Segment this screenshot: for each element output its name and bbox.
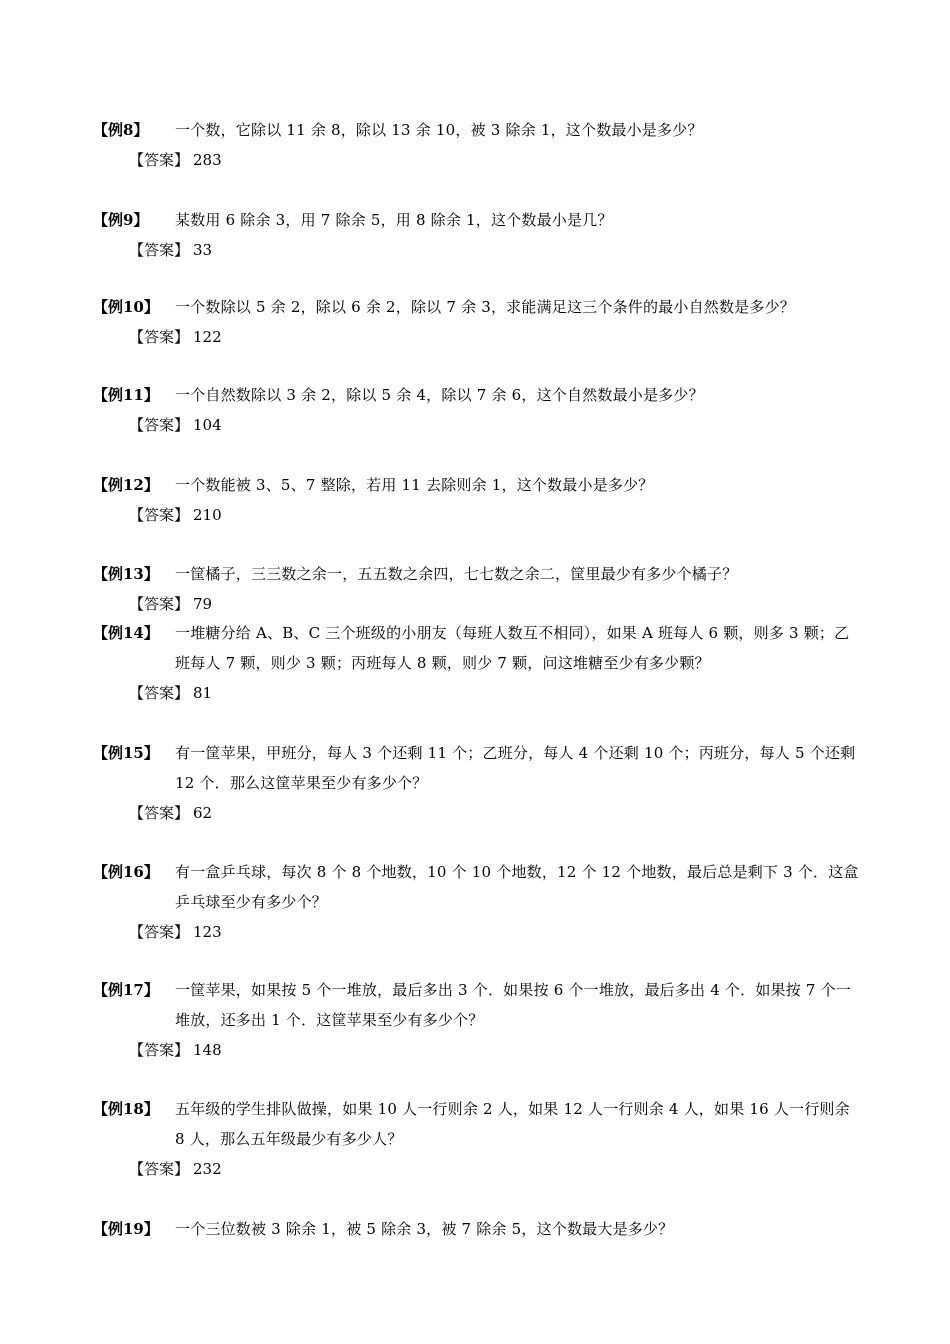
problem-label: 【例9】 <box>93 211 149 229</box>
problem-label: 【例19】 <box>93 1220 159 1238</box>
problem-9 <box>93 205 863 265</box>
answer-label: 【答案】 <box>129 684 190 702</box>
problem-17 <box>93 975 863 1065</box>
problem-label: 【例10】 <box>93 298 159 316</box>
problem-label: 【例18】 <box>93 1100 159 1118</box>
problem-label: 【例13】 <box>93 565 159 583</box>
problem-text: 一个数除以 5 余 2，除以 6 余 2，除以 7 余 3，求能满足这三个条件的最小自然数是多少？ <box>175 298 795 316</box>
answer-value: 232 <box>193 1160 222 1178</box>
answer-line <box>129 917 863 947</box>
answer-value: 283 <box>193 151 222 169</box>
problem-label: 【例12】 <box>93 476 159 494</box>
problem-15 <box>93 738 863 828</box>
answer-line <box>129 589 863 619</box>
answer-label: 【答案】 <box>129 804 190 822</box>
answer-line <box>129 798 863 828</box>
answer-value: 210 <box>193 506 222 524</box>
answer-label: 【答案】 <box>129 923 190 941</box>
problem-text: 一筐橘子，三三数之余一，五五数之余四，七七数之余二，筐里最少有多少个橘子？ <box>175 565 738 583</box>
problem-label: 【例11】 <box>93 386 159 404</box>
answer-value: 33 <box>193 241 213 259</box>
problem-text: 一个数能被 3、5、7 整除，若用 11 去除则余 1，这个数最小是多少？ <box>175 476 654 494</box>
answer-line <box>129 678 863 708</box>
problem-text: 有一筐苹果，甲班分，每人 3 个还剩 11 个；乙班分，每人 4 个还剩 10 个；丙班分，每人 5 个还剩 12 个．那么这筐苹果至少有多少个？ <box>175 744 856 792</box>
answer-line <box>129 410 863 440</box>
problem-14 <box>93 618 863 708</box>
problem-label: 【例17】 <box>93 981 159 999</box>
problem-text: 一个自然数除以 3 余 2，除以 5 余 4，除以 7 余 6，这个自然数最小是多少？ <box>175 386 704 404</box>
problem-label: 【例8】 <box>93 121 149 139</box>
answer-value: 62 <box>193 804 213 822</box>
problem-text: 五年级的学生排队做操，如果 10 人一行则余 2 人，如果 12 人一行则余 4 人，如果 16 人一行则余 8 人，那么五年级最少有多少人？ <box>175 1100 850 1148</box>
answer-line <box>129 500 863 530</box>
answer-line <box>129 145 863 175</box>
problem-12 <box>93 470 863 530</box>
problem-label: 【例16】 <box>93 863 159 881</box>
answer-label: 【答案】 <box>129 151 190 169</box>
problem-19 <box>93 1214 863 1244</box>
answer-label: 【答案】 <box>129 241 190 259</box>
problem-18 <box>93 1094 863 1184</box>
problem-label: 【例14】 <box>93 624 159 642</box>
answer-line <box>129 1154 863 1184</box>
answer-label: 【答案】 <box>129 416 190 434</box>
answer-label: 【答案】 <box>129 506 190 524</box>
problem-text: 某数用 6 除余 3，用 7 除余 5，用 8 除余 1，这个数最小是几？ <box>175 211 613 229</box>
problem-11 <box>93 380 863 440</box>
answer-value: 79 <box>193 595 213 613</box>
problem-text: 一堆糖分给 A、B、C 三个班级的小朋友（每班人数互不相同），如果 A 班每人 6 颗，则多 3 颗；乙班每人 7 颗，则少 3 颗；丙班每人 8 颗，则少 7 颗，问这堆糖至少有多少颗？ <box>175 624 850 672</box>
answer-value: 104 <box>193 416 222 434</box>
problem-text: 一筐苹果，如果按 5 个一堆放，最后多出 3 个．如果按 6 个一堆放，最后多出 4 个．如果按 7 个一堆放，还多出 1 个．这筐苹果至少有多少个？ <box>175 981 852 1029</box>
problem-13 <box>93 559 863 619</box>
problem-text: 有一盒乒乓球，每次 8 个 8 个地数，10 个 10 个地数，12 个 12 个地数，最后总是剩下 3 个．这盒乒乓球至少有多少个？ <box>175 863 859 911</box>
answer-line <box>129 235 863 265</box>
answer-value: 81 <box>193 684 213 702</box>
problem-8 <box>93 115 863 175</box>
answer-value: 123 <box>193 923 222 941</box>
problem-label: 【例15】 <box>93 744 159 762</box>
answer-line <box>129 322 863 352</box>
problem-text: 一个数，它除以 11 余 8，除以 13 余 10，被 3 除余 1，这个数最小是多少？ <box>175 121 703 139</box>
problem-16 <box>93 857 863 947</box>
answer-label: 【答案】 <box>129 328 190 346</box>
answer-label: 【答案】 <box>129 595 190 613</box>
answer-value: 122 <box>193 328 222 346</box>
problem-text: 一个三位数被 3 除余 1，被 5 除余 3，被 7 除余 5，这个数最大是多少？ <box>175 1220 674 1238</box>
answer-label: 【答案】 <box>129 1160 190 1178</box>
answer-value: 148 <box>193 1041 222 1059</box>
answer-label: 【答案】 <box>129 1041 190 1059</box>
problem-10 <box>93 292 863 352</box>
answer-line <box>129 1035 863 1065</box>
